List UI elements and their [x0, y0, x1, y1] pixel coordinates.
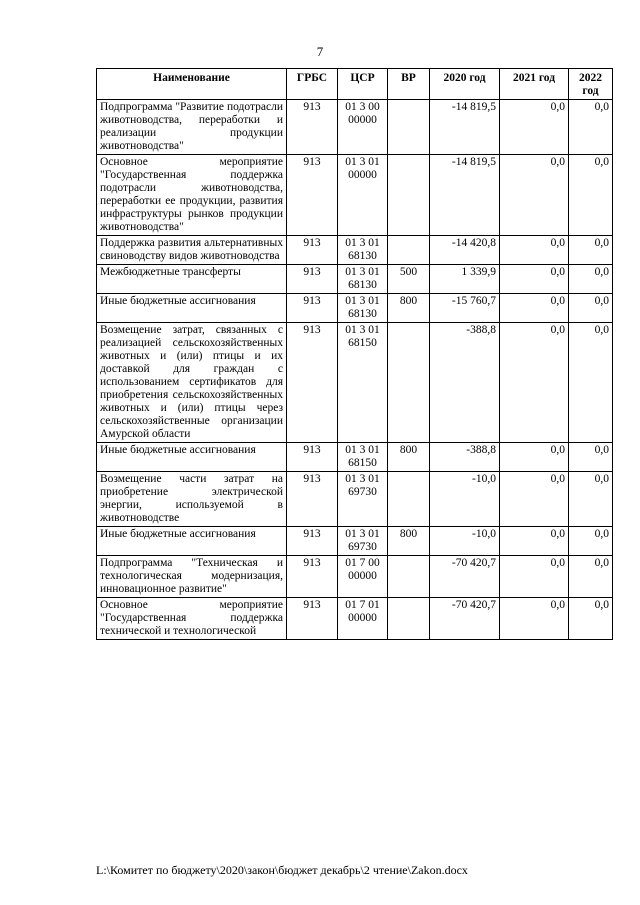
header-vr: ВР	[388, 69, 430, 100]
cell-2022: 0,0	[569, 236, 613, 265]
cell-2022: 0,0	[569, 265, 613, 294]
cell-csr: 01 3 01 69730	[338, 527, 388, 556]
cell-name: Возмещение затрат, связанных с реализацией сельскохозяйственных животных и (или) птицы и их доставкой для граждан с использованием сертификатов для приобретения сельскохозяйственных животных и (или) птицы через сельскохозяйственные организации Амурской области	[97, 323, 287, 443]
cell-2020: -388,8	[430, 443, 500, 472]
cell-2022: 0,0	[569, 443, 613, 472]
cell-2021: 0,0	[500, 598, 569, 640]
table-row	[97, 294, 613, 323]
cell-csr: 01 3 01 69730	[338, 472, 388, 527]
cell-vr	[388, 598, 430, 640]
cell-name: Межбюджетные трансферты	[97, 265, 287, 294]
cell-2020: -15 760,7	[430, 294, 500, 323]
table-row	[97, 236, 613, 265]
cell-grbs: 913	[287, 598, 338, 640]
cell-grbs: 913	[287, 100, 338, 155]
cell-name: Подпрограмма "Техническая и технологическая модернизация, инновационное развитие"	[97, 556, 287, 598]
cell-2020: -70 420,7	[430, 598, 500, 640]
cell-2020: -10,0	[430, 472, 500, 527]
cell-2022: 0,0	[569, 294, 613, 323]
cell-vr: 500	[388, 265, 430, 294]
cell-2022: 0,0	[569, 472, 613, 527]
cell-vr	[388, 472, 430, 527]
table-row	[97, 265, 613, 294]
cell-grbs: 913	[287, 527, 338, 556]
cell-vr	[388, 556, 430, 598]
cell-csr: 01 7 01 00000	[338, 598, 388, 640]
table-row	[97, 527, 613, 556]
header-name: Наименование	[97, 69, 287, 100]
header-2020: 2020 год	[430, 69, 500, 100]
cell-2020: 1 339,9	[430, 265, 500, 294]
cell-2021: 0,0	[500, 294, 569, 323]
cell-vr: 800	[388, 443, 430, 472]
cell-2020: -14 420,8	[430, 236, 500, 265]
cell-name: Основное мероприятие "Государственная поддержка технической и технологической	[97, 598, 287, 640]
cell-name: Иные бюджетные ассигнования	[97, 443, 287, 472]
table-row	[97, 443, 613, 472]
header-2022: 2022 год	[569, 69, 613, 100]
cell-vr: 800	[388, 527, 430, 556]
cell-csr: 01 3 01 68130	[338, 265, 388, 294]
cell-2022: 0,0	[569, 527, 613, 556]
cell-grbs: 913	[287, 265, 338, 294]
table-row	[97, 472, 613, 527]
cell-2021: 0,0	[500, 100, 569, 155]
cell-2021: 0,0	[500, 155, 569, 236]
table-row	[97, 323, 613, 443]
cell-2021: 0,0	[500, 265, 569, 294]
cell-2022: 0,0	[569, 556, 613, 598]
budget-table	[96, 68, 613, 640]
cell-csr: 01 3 01 68130	[338, 236, 388, 265]
header-2021: 2021 год	[500, 69, 569, 100]
cell-grbs: 913	[287, 556, 338, 598]
cell-vr: 800	[388, 294, 430, 323]
cell-2022: 0,0	[569, 323, 613, 443]
page-number: 7	[316, 44, 324, 59]
cell-grbs: 913	[287, 323, 338, 443]
cell-grbs: 913	[287, 294, 338, 323]
cell-grbs: 913	[287, 236, 338, 265]
table-row	[97, 556, 613, 598]
cell-csr: 01 7 00 00000	[338, 556, 388, 598]
table-header-row	[97, 69, 613, 100]
cell-vr	[388, 323, 430, 443]
cell-csr: 01 3 01 68150	[338, 443, 388, 472]
cell-2021: 0,0	[500, 236, 569, 265]
cell-grbs: 913	[287, 155, 338, 236]
cell-name: Основное мероприятие "Государственная поддержка подотрасли животноводства, переработки ее продукции, развития инфраструктуры рынков продукции животноводства"	[97, 155, 287, 236]
cell-2021: 0,0	[500, 472, 569, 527]
cell-2022: 0,0	[569, 155, 613, 236]
cell-name: Подпрограмма "Развитие подотрасли животноводства, переработки и реализации продукции животноводства"	[97, 100, 287, 155]
cell-name: Возмещение части затрат на приобретение электрической энергии, используемой в животноводстве	[97, 472, 287, 527]
cell-csr: 01 3 01 68130	[338, 294, 388, 323]
cell-csr: 01 3 01 00000	[338, 155, 388, 236]
table-row	[97, 100, 613, 155]
cell-vr	[388, 155, 430, 236]
cell-name: Иные бюджетные ассигнования	[97, 527, 287, 556]
cell-csr: 01 3 01 68150	[338, 323, 388, 443]
cell-2022: 0,0	[569, 598, 613, 640]
cell-2020: -14 819,5	[430, 155, 500, 236]
cell-name: Иные бюджетные ассигнования	[97, 294, 287, 323]
cell-2022: 0,0	[569, 100, 613, 155]
cell-2020: -70 420,7	[430, 556, 500, 598]
cell-name: Поддержка развития альтернативных свиноводству видов животноводства	[97, 236, 287, 265]
header-grbs: ГРБС	[287, 69, 338, 100]
cell-2020: -388,8	[430, 323, 500, 443]
table-row	[97, 598, 613, 640]
cell-2020: -10,0	[430, 527, 500, 556]
cell-vr	[388, 236, 430, 265]
cell-csr: 01 3 00 00000	[338, 100, 388, 155]
cell-2021: 0,0	[500, 323, 569, 443]
cell-grbs: 913	[287, 443, 338, 472]
cell-2020: -14 819,5	[430, 100, 500, 155]
cell-2021: 0,0	[500, 556, 569, 598]
footer-file-path: L:\Комитет по бюджету\2020\закон\бюджет декабрь\2 чтение\Zakon.docx	[96, 863, 468, 877]
cell-2021: 0,0	[500, 443, 569, 472]
cell-vr	[388, 100, 430, 155]
header-csr: ЦСР	[338, 69, 388, 100]
table-row	[97, 155, 613, 236]
cell-2021: 0,0	[500, 527, 569, 556]
cell-grbs: 913	[287, 472, 338, 527]
